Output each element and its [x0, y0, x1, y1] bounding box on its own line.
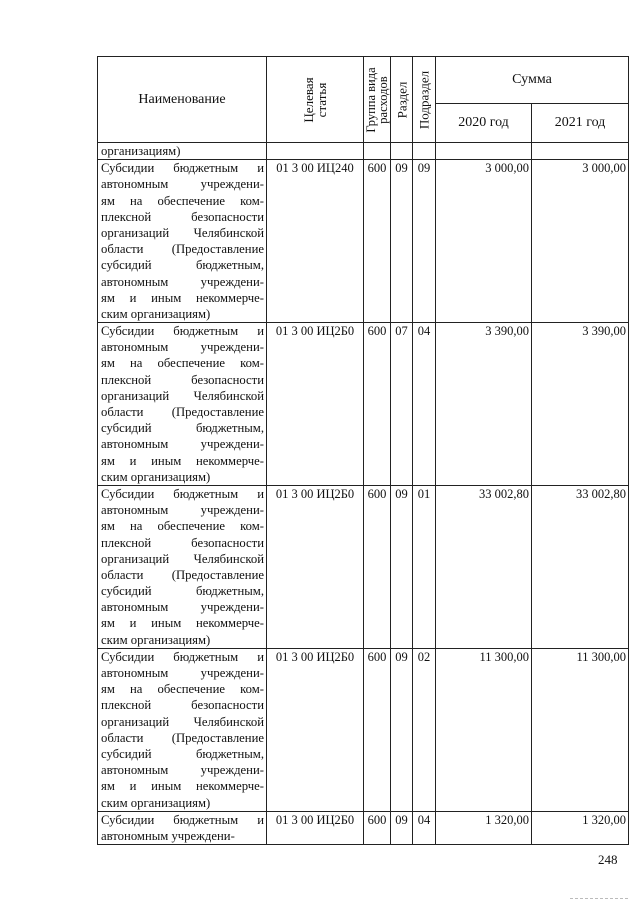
row-name-line: Субсидии бюджетным и [101, 161, 264, 176]
row-name-line: субсидий бюджетным, [101, 746, 264, 761]
header-target [267, 57, 364, 143]
row-name-line: ям на обеспечение ком- [101, 682, 264, 697]
row-name-line: автономным учреждени- [101, 274, 264, 289]
row-name-line: автономным учреждени- [101, 503, 264, 518]
row-group: 600 [364, 323, 391, 486]
row-name-line: ским организациям) [101, 795, 211, 810]
row-name-line: ям на обеспечение ком- [101, 356, 264, 371]
row-group: 600 [364, 648, 391, 811]
row-sum-2021: 33 002,80 [532, 485, 629, 648]
row-name-line: области (Предоставление [101, 242, 264, 257]
row-subsection: 01 [413, 485, 436, 648]
row-name-line: области (Предоставление [101, 405, 264, 419]
row-sum-2020: 11 300,00 [436, 648, 532, 811]
header-subsection [413, 57, 436, 143]
row-name [98, 648, 267, 811]
row-name-line: ям и иным некоммерче- [101, 290, 264, 305]
row-name-line: ским организациям) [101, 306, 211, 321]
row-sum-2020: 33 002,80 [436, 485, 532, 648]
page-number: 248 [598, 852, 618, 867]
row-subsection: 09 [413, 160, 436, 323]
row-name-line: плексной безопасности [101, 698, 264, 713]
row-name-line: Субсидии бюджетным и [101, 324, 264, 339]
budget-table [97, 56, 629, 845]
header-year-2020: 2020 год [436, 104, 532, 143]
row-name-line: ским организациям) [101, 632, 211, 647]
row-section [391, 143, 413, 160]
row-sum-2020: 3 390,00 [436, 323, 532, 486]
row-name-line: организаций Челябинской [101, 225, 264, 240]
row-name [98, 485, 267, 648]
header-group-label: Группа вида расходов [364, 66, 390, 133]
row-sum-2021: 3 000,00 [532, 160, 629, 323]
header-target-label: Целевая статья [301, 76, 329, 123]
table-row [98, 811, 629, 844]
row-name-line: плексной безопасности [101, 535, 264, 550]
row-name-line: плексной безопасности [101, 372, 264, 387]
header-name: Наименование [98, 57, 267, 143]
table-row [98, 143, 629, 160]
row-group [364, 143, 391, 160]
row-name-line: области (Предоставление [101, 730, 264, 745]
row-subsection: 04 [413, 811, 436, 844]
row-section: 09 [391, 648, 413, 811]
row-target-code [267, 143, 364, 160]
row-name-line: автономным учреждени- [101, 340, 264, 355]
row-name [98, 143, 267, 160]
row-name-line: автономным учреждени- [101, 600, 264, 615]
header-section [391, 57, 413, 143]
row-name-line: автономным учреждени- [101, 666, 264, 680]
table-row [98, 323, 629, 486]
row-name-line: Субсидии бюджетным и [101, 649, 264, 664]
row-name-line: ям и иным некоммерче- [101, 453, 264, 468]
table-row [98, 485, 629, 648]
row-name-line: субсидий бюджетным, [101, 421, 264, 436]
row-name-line: ям и иным некоммерче- [101, 616, 264, 631]
row-section: 07 [391, 323, 413, 486]
row-name-line: субсидий бюджетным, [101, 584, 264, 599]
row-name-line: ям и иным некоммерче- [101, 779, 264, 794]
row-target-code: 01 3 00 ИЦ2Б0 [267, 323, 364, 486]
header-sum: Сумма [436, 57, 629, 104]
row-name [98, 160, 267, 323]
row-subsection [413, 143, 436, 160]
row-target-code: 01 3 00 ИЦ2Б0 [267, 811, 364, 844]
row-subsection: 04 [413, 323, 436, 486]
row-name [98, 811, 267, 844]
row-name-line: Субсидии бюджетным и [101, 812, 264, 827]
row-sum-2020: 3 000,00 [436, 160, 532, 323]
row-name-line: организаций Челябинской [101, 388, 264, 403]
row-sum-2021: 1 320,00 [532, 811, 629, 844]
row-name-line: области (Предоставление [101, 567, 264, 582]
row-name-line: Субсидии бюджетным и [101, 486, 264, 501]
row-name-line: автономным учреждени- [101, 177, 264, 192]
row-name-line: плексной безопасности [101, 209, 264, 224]
table-body [98, 143, 629, 845]
table-row [98, 160, 629, 323]
row-name-line: организаций Челябинской [101, 551, 264, 566]
row-sum-2021: 3 390,00 [532, 323, 629, 486]
row-name-line: субсидий бюджетным, [101, 258, 264, 273]
row-target-code: 01 3 00 ИЦ2Б0 [267, 648, 364, 811]
row-name-line: организаций Челябинской [101, 714, 264, 729]
row-section: 09 [391, 485, 413, 648]
scan-edge-mark [570, 898, 628, 900]
row-name-line: организациям) [101, 144, 181, 158]
row-section: 09 [391, 811, 413, 844]
row-section: 09 [391, 160, 413, 323]
row-name [98, 323, 267, 486]
header-year-2021: 2021 год [532, 104, 629, 143]
header-section-label: Раздел [394, 81, 409, 118]
row-sum-2021 [532, 143, 629, 160]
row-name-line: автономным учреждени- [101, 763, 264, 778]
row-target-code: 01 3 00 ИЦ240 [267, 160, 364, 323]
row-group: 600 [364, 811, 391, 844]
header-group [364, 57, 391, 143]
table-row [98, 648, 629, 811]
row-group: 600 [364, 485, 391, 648]
header-subsection-label: Подраздел [416, 70, 432, 129]
row-name-line: ям на обеспечение ком- [101, 519, 264, 534]
row-target-code: 01 3 00 ИЦ2Б0 [267, 485, 364, 648]
row-name-line: автономным учреждени- [101, 828, 235, 843]
row-name-line: ям на обеспечение ком- [101, 193, 264, 208]
row-sum-2020 [436, 143, 532, 160]
row-name-line: ским организациям) [101, 469, 211, 484]
row-name-line: автономным учреждени- [101, 437, 264, 452]
row-subsection: 02 [413, 648, 436, 811]
row-sum-2021: 11 300,00 [532, 648, 629, 811]
row-group: 600 [364, 160, 391, 323]
row-sum-2020: 1 320,00 [436, 811, 532, 844]
